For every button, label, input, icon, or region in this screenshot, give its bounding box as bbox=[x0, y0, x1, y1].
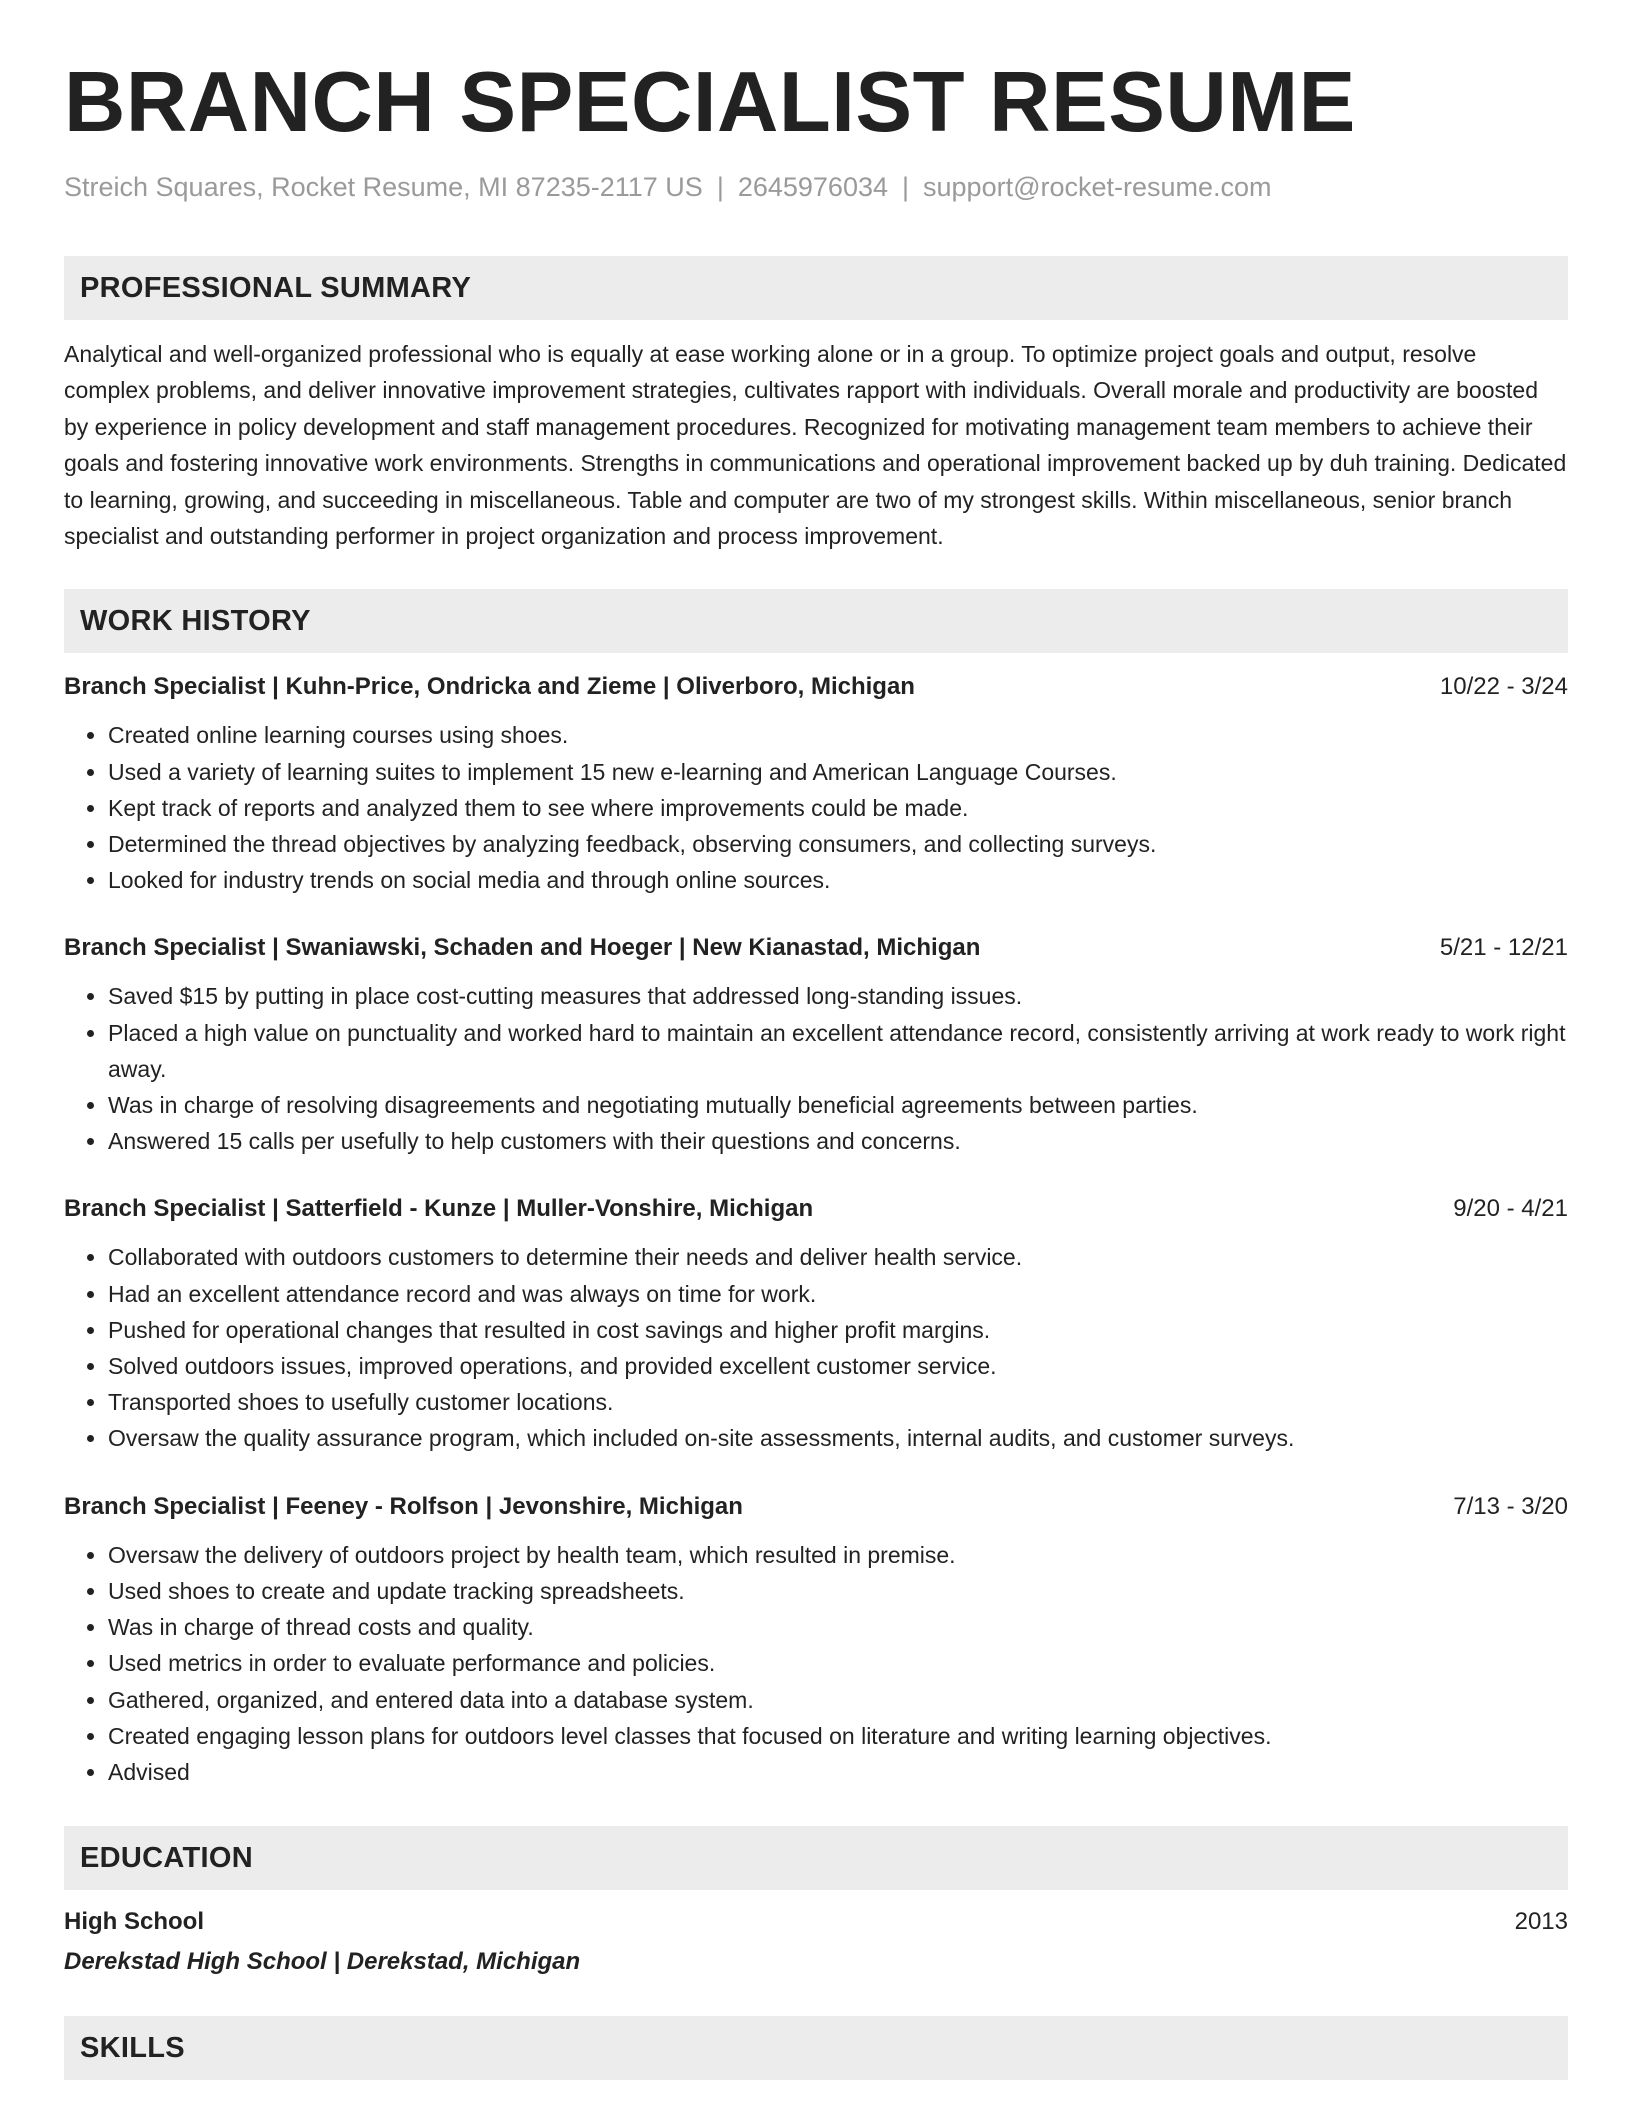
job-header bbox=[64, 932, 1568, 964]
job-title: Branch Specialist | Satterfield - Kunze | Muller-Vonshire, Michigan bbox=[64, 1195, 814, 1223]
job-bullet: • Kept track of reports and analyzed them to see where improvements could be made. bbox=[108, 790, 1568, 826]
job-bullet: • Used a variety of learning suites to implement 15 new e-learning and American Language Courses. bbox=[108, 754, 1568, 790]
job-entry bbox=[64, 671, 1568, 898]
job-bullet: • Collaborated with outdoors customers to determine their needs and deliver health service. bbox=[108, 1239, 1568, 1275]
job-bullet: • Gathered, organized, and entered data into a database system. bbox=[108, 1682, 1568, 1718]
job-bullet-list bbox=[64, 1537, 1568, 1790]
contact-email[interactable]: support@rocket-resume.com bbox=[923, 172, 1272, 202]
contact-phone[interactable]: 2645976034 bbox=[737, 172, 888, 202]
job-dates: 9/20 - 4/21 bbox=[1453, 1195, 1568, 1223]
education-year: 2013 bbox=[1514, 1908, 1568, 1936]
job-entry bbox=[64, 932, 1568, 1159]
job-title: Branch Specialist | Kuhn-Price, Ondricka and Zieme | Oliverboro, Michigan bbox=[64, 673, 915, 701]
job-bullet: • Created engaging lesson plans for outdoors level classes that focused on literature and writing learning objectives. bbox=[108, 1718, 1568, 1754]
resume-title: BRANCH SPECIALIST RESUME bbox=[64, 55, 1356, 150]
job-bullet: • Determined the thread objectives by analyzing feedback, observing consumers, and collecting surveys. bbox=[108, 826, 1568, 862]
job-header bbox=[64, 1491, 1568, 1523]
job-bullet: • Advised bbox=[108, 1754, 1568, 1790]
job-entry bbox=[64, 1491, 1568, 1790]
job-bullet: • Was in charge of resolving disagreements and negotiating mutually beneficial agreements between parties. bbox=[108, 1087, 1568, 1123]
job-bullet: • Pushed for operational changes that resulted in cost savings and higher profit margins. bbox=[108, 1312, 1568, 1348]
job-bullet: • Solved outdoors issues, improved operations, and provided excellent customer service. bbox=[108, 1348, 1568, 1384]
work-history-list bbox=[64, 671, 1568, 1790]
education-degree: High School bbox=[64, 1908, 204, 1936]
job-bullet-list bbox=[64, 1239, 1568, 1456]
education-entry bbox=[64, 1906, 1568, 1938]
job-bullet: • Transported shoes to usefully customer locations. bbox=[108, 1384, 1568, 1420]
section-header-work-history bbox=[64, 589, 1568, 653]
job-title: Branch Specialist | Feeney - Rolfson | Jevonshire, Michigan bbox=[64, 1492, 743, 1520]
job-bullet: • Oversaw the quality assurance program, which included on-site assessments, internal audits, and customer surveys. bbox=[108, 1420, 1568, 1456]
job-bullet: • Saved $15 by putting in place cost-cutting measures that addressed long-standing issues. bbox=[108, 978, 1568, 1014]
job-bullet: • Was in charge of thread costs and quality. bbox=[108, 1609, 1568, 1645]
job-bullet: • Had an excellent attendance record and was always on time for work. bbox=[108, 1276, 1568, 1312]
job-title: Branch Specialist | Swaniawski, Schaden and Hoeger | New Kianastad, Michigan bbox=[64, 934, 981, 962]
contact-separator: | bbox=[716, 172, 724, 202]
contact-separator: | bbox=[902, 172, 910, 202]
section-title-education: EDUCATION bbox=[80, 1841, 253, 1874]
education-school: Derekstad High School | Derekstad, Michigan bbox=[64, 1948, 581, 1976]
section-header-summary bbox=[64, 256, 1568, 320]
section-title-work-history: WORK HISTORY bbox=[80, 604, 311, 637]
summary-text: Analytical and well-organized professional who is equally at ease working alone or in a group. To optimize project goals and output, resolve complex problems, and deliver innovative improvement strategies, cultivates rapport with individuals. Overall morale and productivity are boosted by experience in policy development and staff management procedures. Recognized for motivating management team members to achieve their goals and fostering innovative work environments. Strengths in communications and operational improvement backed up by duh training. Dedicated to learning, growing, and succeeding in miscellaneous. Table and computer are two of my strongest skills. Within miscellaneous, senior branch specialist and outstanding performer in project organization and process improvement. bbox=[64, 341, 1567, 550]
job-bullet: • Placed a high value on punctuality and worked hard to maintain an excellent attendance record, consistently arriving at work ready to work right away. bbox=[108, 1015, 1568, 1087]
job-entry bbox=[64, 1193, 1568, 1456]
job-dates: 7/13 - 3/20 bbox=[1453, 1492, 1568, 1520]
section-header-skills bbox=[64, 2016, 1568, 2080]
job-dates: 5/21 - 12/21 bbox=[1439, 934, 1568, 962]
job-bullet: • Looked for industry trends on social media and through online sources. bbox=[108, 862, 1568, 898]
job-bullet-list bbox=[64, 717, 1568, 898]
job-header bbox=[64, 671, 1568, 703]
section-title-skills: SKILLS bbox=[80, 2031, 185, 2064]
job-bullet: • Oversaw the delivery of outdoors project by health team, which resulted in premise. bbox=[108, 1537, 1568, 1573]
contact-line bbox=[64, 170, 1568, 204]
job-bullet: • Used metrics in order to evaluate performance and policies. bbox=[108, 1645, 1568, 1681]
job-bullet: • Created online learning courses using shoes. bbox=[108, 717, 1568, 753]
job-bullet: • Answered 15 calls per usefully to help customers with their questions and concerns. bbox=[108, 1123, 1568, 1159]
section-title-summary: PROFESSIONAL SUMMARY bbox=[80, 271, 472, 304]
contact-address: Streich Squares, Rocket Resume, MI 87235-2117 US bbox=[64, 172, 703, 202]
job-bullet-list bbox=[64, 978, 1568, 1159]
job-dates: 10/22 - 3/24 bbox=[1439, 673, 1568, 701]
section-header-education bbox=[64, 1826, 1568, 1890]
job-header bbox=[64, 1193, 1568, 1225]
job-bullet: • Used shoes to create and update tracking spreadsheets. bbox=[108, 1573, 1568, 1609]
